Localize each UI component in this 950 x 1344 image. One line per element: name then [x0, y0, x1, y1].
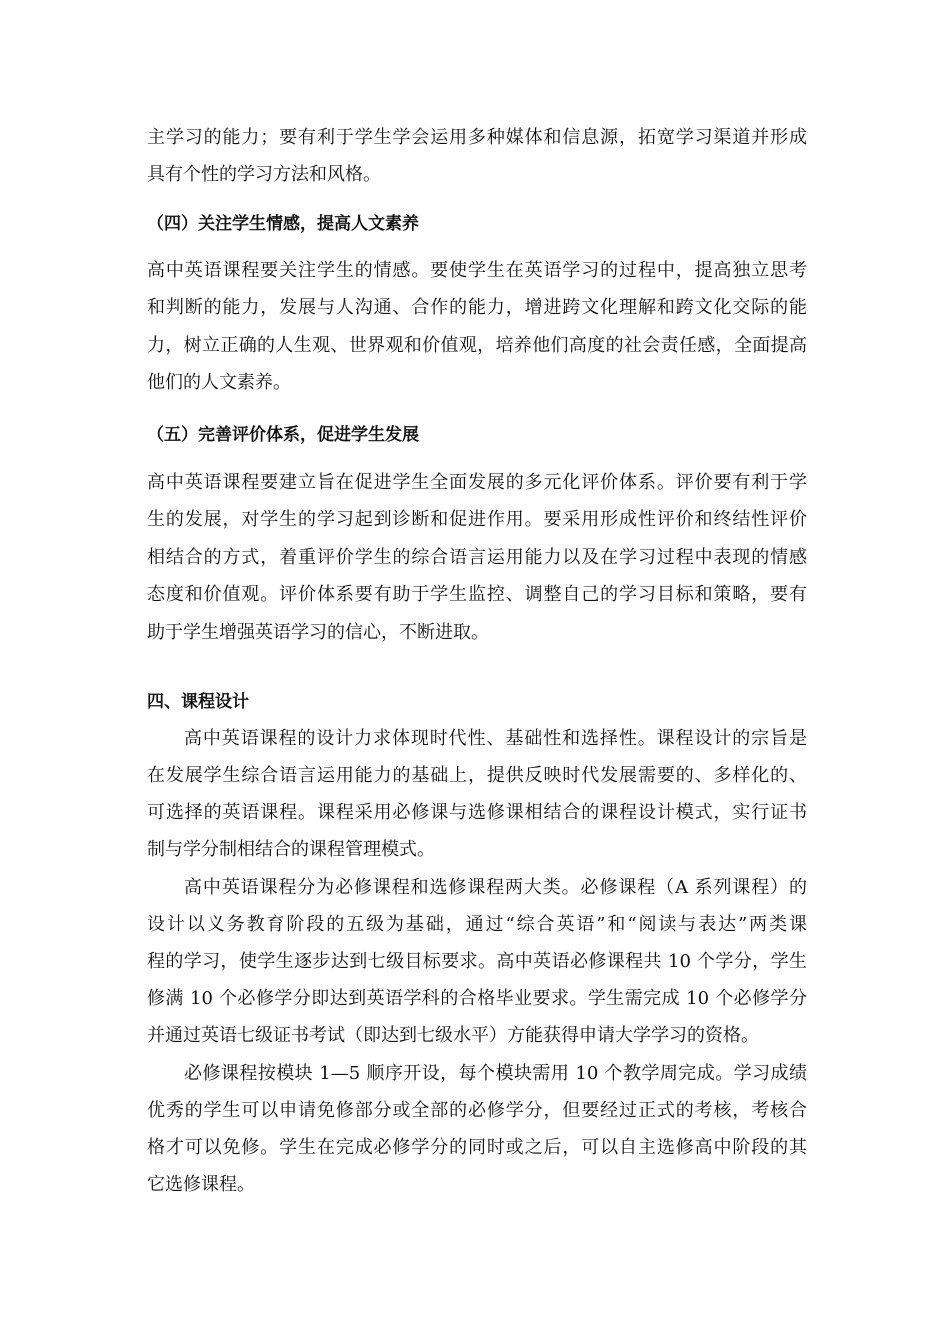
chapter-4-heading: 四、课程设计 [147, 692, 249, 712]
intro-line: 具有个性的学习方法和风格。 [147, 164, 381, 185]
section-5-line: 助于学生增强英语学习的信心，不断进取。 [147, 622, 489, 643]
section-4-line: 高中英语课程要关注学生的情感。要使学生在英语学习的过程中，提高独立思考 [147, 260, 807, 281]
intro-line: 主学习的能力；要有利于学生学会运用多种媒体和信息源，拓宽学习渠道并形成 [147, 127, 807, 148]
para-3-line: 格才可以免修。学生在完成必修学分的同时或之后，可以自主选修高中阶段的其 [147, 1137, 807, 1158]
para-2-line: 修满 10 个必修学分即达到英语学科的合格毕业要求。学生需完成 10 个必修学分 [147, 988, 807, 1009]
section-5-heading: （五）完善评价体系，促进学生发展 [147, 425, 419, 445]
para-1-line: 高中英语课程的设计力求体现时代性、基础性和选择性。课程设计的宗旨是 [184, 728, 807, 749]
para-3-line: 优秀的学生可以申请免修部分或全部的必修学分，但要经过正式的考核，考核合 [147, 1100, 807, 1121]
para-1-line: 可选择的英语课程。课程采用必修课与选修课相结合的课程设计模式，实行证书 [147, 802, 807, 823]
section-5-line: 高中英语课程要建立旨在促进学生全面发展的多元化评价体系。评价要有利于学 [147, 472, 807, 493]
section-5-line: 生的发展，对学生的学习起到诊断和促进作用。要采用形成性评价和终结性评价 [147, 509, 807, 530]
para-2-line: 并通过英语七级证书考试（即达到七级水平）方能获得申请大学学习的资格。 [147, 1025, 759, 1046]
section-4-heading: （四）关注学生情感，提高人文素养 [147, 214, 419, 234]
section-4-line: 和判断的能力，发展与人沟通、合作的能力，增进跨文化理解和跨文化交际的能 [147, 297, 807, 318]
para-1-line: 在发展学生综合语言运用能力的基础上，提供反映时代发展需要的、多样化的、 [147, 765, 807, 786]
para-2-line: 高中英语课程分为必修课程和选修课程两大类。必修课程（A 系列课程）的 [184, 877, 807, 898]
para-3-line: 必修课程按模块 1—5 顺序开设，每个模块需用 10 个教学周完成。学习成绩 [184, 1063, 807, 1084]
para-2-line: 程的学习，使学生逐步达到七级目标要求。高中英语必修课程共 10 个学分，学生 [147, 951, 807, 972]
para-2-line: 设计以义务教育阶段的五级为基础，通过“综合英语”和“阅读与表达”两类课 [147, 914, 807, 935]
section-5-line: 态度和价值观。评价体系要有助于学生监控、调整自己的学习目标和策略，要有 [147, 584, 807, 605]
section-4-line: 力，树立正确的人生观、世界观和价值观，培养他们高度的社会责任感，全面提高 [147, 335, 807, 356]
section-5-line: 相结合的方式，着重评价学生的综合语言运用能力以及在学习过程中表现的情感 [147, 547, 807, 568]
para-3-line: 它选修课程。 [147, 1174, 255, 1195]
section-4-line: 他们的人文素养。 [147, 372, 291, 393]
para-1-line: 制与学分制相结合的课程管理模式。 [147, 839, 435, 860]
